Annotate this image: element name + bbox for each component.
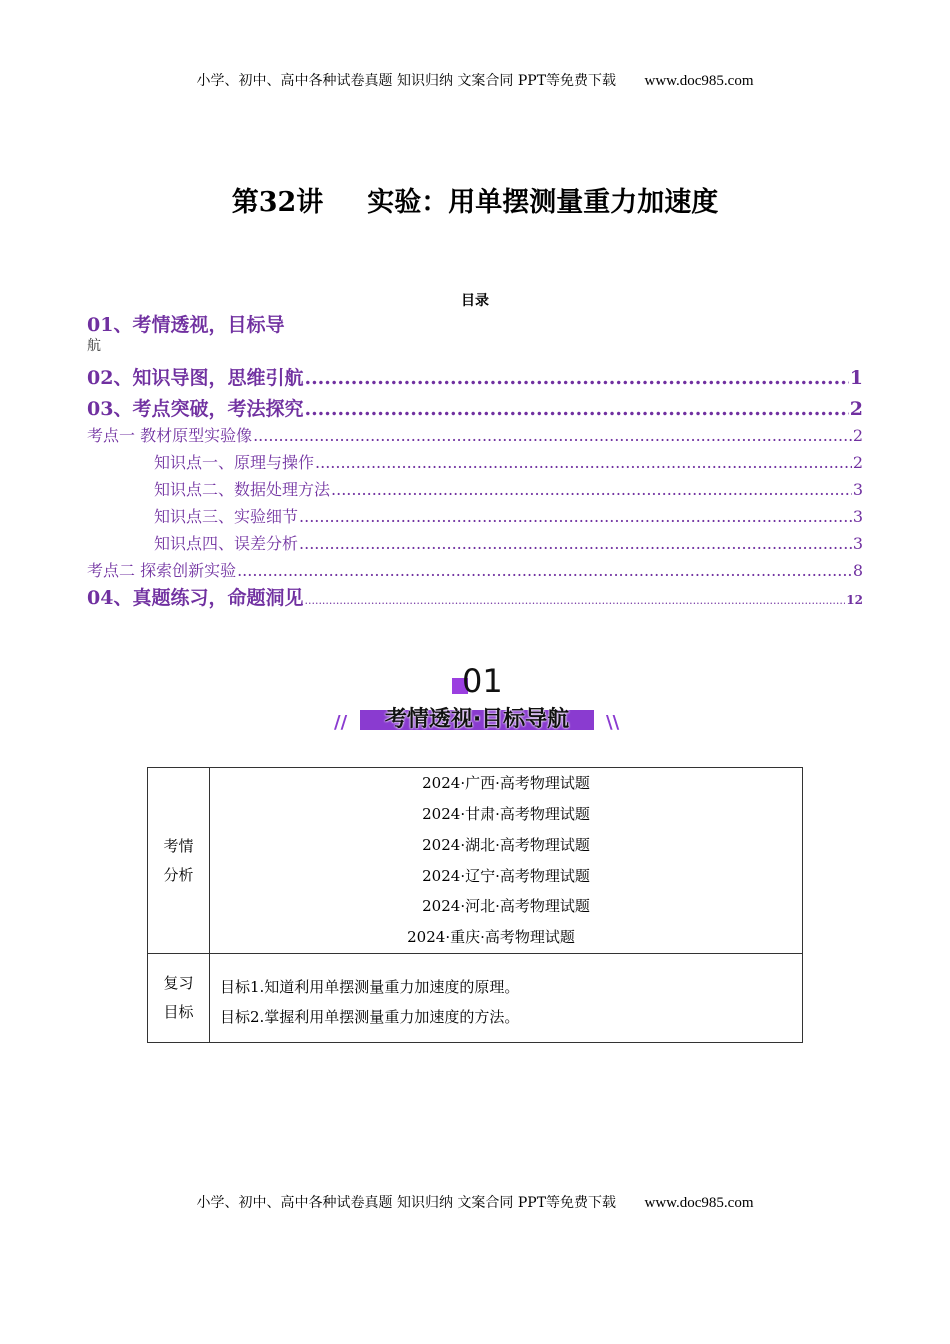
footer-site[interactable]: www.doc985.com xyxy=(644,1195,754,1211)
toc-item[interactable]: 考点二 探索创新实验 ..... 8 xyxy=(87,558,863,581)
toc-item[interactable]: 知识点四、误差分析 ..... 3 xyxy=(87,531,863,554)
info-table xyxy=(147,767,803,1043)
list-item: 2024·河北·高考物理试题 xyxy=(422,897,590,916)
list-item: 2024·湖北·高考物理试题 xyxy=(422,835,590,854)
table-row xyxy=(148,768,803,954)
list-item: 2024·重庆·高考物理试题 xyxy=(407,928,575,947)
toc-item[interactable]: 知识点二、数据处理方法 ..... 3 xyxy=(87,477,863,500)
banner-title: 考情透视·目标导航 xyxy=(384,707,570,732)
lecture-number: 第32讲 xyxy=(231,187,324,218)
lecture-topic: 实验：用单摆测量重力加速度 xyxy=(367,187,719,218)
page-header xyxy=(0,70,950,90)
list-item: 2024·辽宁·高考物理试题 xyxy=(422,866,590,885)
list-item: 2024·广西·高考物理试题 xyxy=(422,774,590,793)
analysis-label: 考情 分析 xyxy=(148,768,210,954)
table-row xyxy=(148,954,803,1043)
header-site[interactable]: www.doc985.com xyxy=(644,73,754,89)
table-of-contents xyxy=(87,310,863,610)
toc-item[interactable]: 02、知识导图，思维引航 ..... 1 xyxy=(87,363,863,390)
header-text: 小学、初中、高中各种试卷真题 知识归纳 文案合同 PPT等免费下载 xyxy=(196,73,617,89)
toc-heading: 目录 xyxy=(461,293,489,309)
list-item: 2024·甘肃·高考物理试题 xyxy=(422,804,590,823)
banner-slash-right: \\ xyxy=(606,712,620,733)
toc-item[interactable]: 考点一 教材原型实验像 ..... 2 xyxy=(87,423,863,446)
toc-item[interactable]: 01、考情透视，目标导 xyxy=(87,314,285,336)
banner-slash-left: // xyxy=(334,712,348,733)
banner-number: 01 xyxy=(462,662,503,700)
toc-item-wrap: 航 xyxy=(87,338,101,354)
toc-item[interactable]: 04、真题练习，命题洞见 ..... 12 xyxy=(87,583,863,610)
page-footer xyxy=(0,1192,950,1212)
toc-item[interactable]: 03、考点突破，考法探究 ..... 2 xyxy=(87,394,863,421)
section-banner xyxy=(330,662,620,742)
toc-item[interactable]: 知识点一、原理与操作 ..... 2 xyxy=(87,450,863,473)
toc-item[interactable]: 知识点三、实验细节 ..... 3 xyxy=(87,504,863,527)
analysis-list xyxy=(210,768,803,954)
goal-list xyxy=(210,954,803,1043)
goal-label: 复习 目标 xyxy=(148,954,210,1043)
list-item: 目标2.掌握利用单摆测量重力加速度的方法。 xyxy=(220,1008,520,1026)
page-title xyxy=(0,180,950,219)
list-item: 目标1.知道利用单摆测量重力加速度的原理。 xyxy=(220,978,520,996)
footer-text: 小学、初中、高中各种试卷真题 知识归纳 文案合同 PPT等免费下载 xyxy=(196,1195,617,1211)
